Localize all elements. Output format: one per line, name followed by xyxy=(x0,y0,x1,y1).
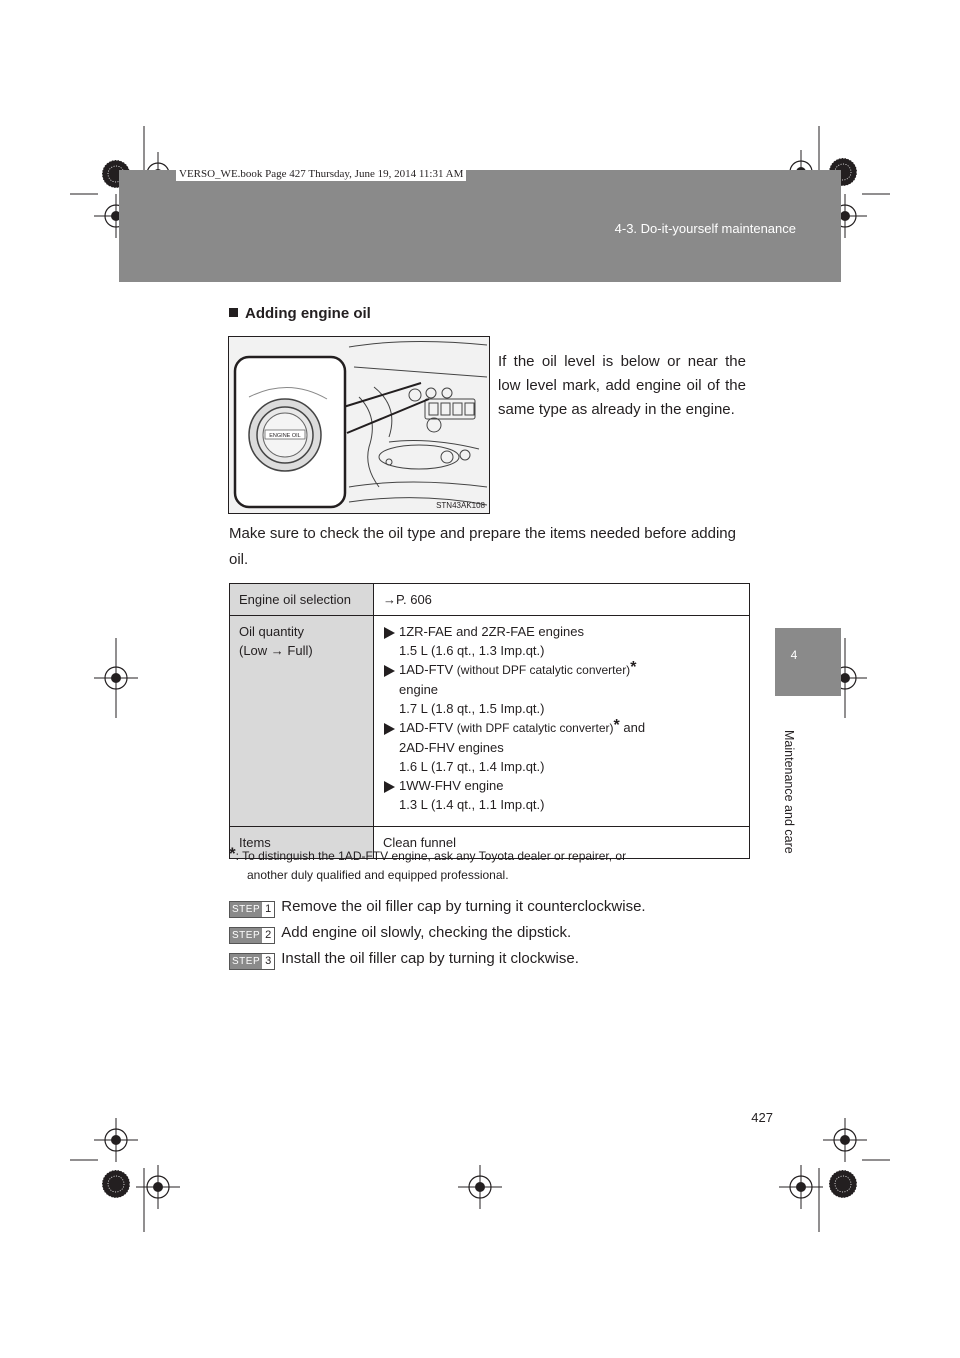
table-row xyxy=(230,584,750,616)
oil-filler-cap-drawing xyxy=(229,337,489,513)
step-2: STEP 2 Add engine oil slowly, checking the dipstick. xyxy=(229,924,571,944)
table-value-cell: Clean funnel xyxy=(374,827,750,859)
list-item: 1ZR-FAE and 2ZR-FAE engines xyxy=(383,622,740,641)
book-stamp: VERSO_WE.book Page 427 Thursday, June 19, 2014 11:31 AM xyxy=(176,167,466,181)
chapter-number: 4 xyxy=(790,648,798,662)
section-heading: Adding engine oil xyxy=(229,305,371,322)
step-badge: STEP 3 xyxy=(229,953,275,970)
step-3: STEP 3 Install the oil filler cap by turning it clockwise. xyxy=(229,950,579,970)
triangle-bullet-icon xyxy=(384,781,395,793)
page-number: 427 xyxy=(751,1110,773,1125)
chapter-title: Maintenance and care xyxy=(782,730,796,854)
table-label-cell: Engine oil selection xyxy=(230,584,374,616)
section-title: 4-3. Do-it-yourself maintenance xyxy=(614,221,796,236)
cap-label: ENGINE OIL xyxy=(269,433,301,439)
engine-bay-illustration xyxy=(228,336,490,514)
table-value-cell: →P. 606 xyxy=(374,584,750,616)
chapter-tab xyxy=(775,628,841,696)
table-row xyxy=(230,616,750,827)
step-badge: STEP 2 xyxy=(229,927,275,944)
table-label-cell: Items xyxy=(230,827,374,859)
figure-code: STN43AK108 xyxy=(436,501,485,510)
table-label-cell: Oil quantity (Low → Full) xyxy=(230,616,374,827)
square-bullet-icon xyxy=(229,308,238,317)
intro-paragraph: If the oil level is below or near the low level mark, add engine oil of the same type as already in the engine. xyxy=(498,353,746,418)
step-1: STEP 1 Remove the oil filler cap by turning it counterclockwise. xyxy=(229,898,646,918)
oil-quantity-list: 1ZR-FAE and 2ZR-FAE engines 1.5 L (1.6 qt., 1.3 Imp.qt.) 1AD-FTV (without DPF catalytic converter)* engine 1.7 L (1.8 qt., 1.5 Imp.qt.) 1AD-FTV (with DPF catalytic converter)* and 2AD-FHV engines 1.6 L (1.7 qt., 1.4 Imp.qt.) 1WW-FHV engine 1.3 L (1.4 qt., 1.1 Imp.qt.) xyxy=(374,616,750,827)
list-item: 1AD-FTV (without DPF catalytic converter)* xyxy=(383,660,740,680)
step-badge: STEP 1 xyxy=(229,901,275,918)
oil-spec-table xyxy=(229,583,750,859)
footnote: *: To distinguish the 1AD-FTV engine, ask any Toyota dealer or repairer, or another duly qualified and equipped professional. xyxy=(229,844,627,882)
list-item: 1AD-FTV (with DPF catalytic converter)* and xyxy=(383,718,740,738)
list-item: 1WW-FHV engine xyxy=(383,776,740,795)
triangle-bullet-icon xyxy=(384,723,395,735)
triangle-bullet-icon xyxy=(384,627,395,639)
preparation-paragraph: Make sure to check the oil type and prepare the items needed before adding oil. xyxy=(229,525,736,568)
triangle-bullet-icon xyxy=(384,665,395,677)
